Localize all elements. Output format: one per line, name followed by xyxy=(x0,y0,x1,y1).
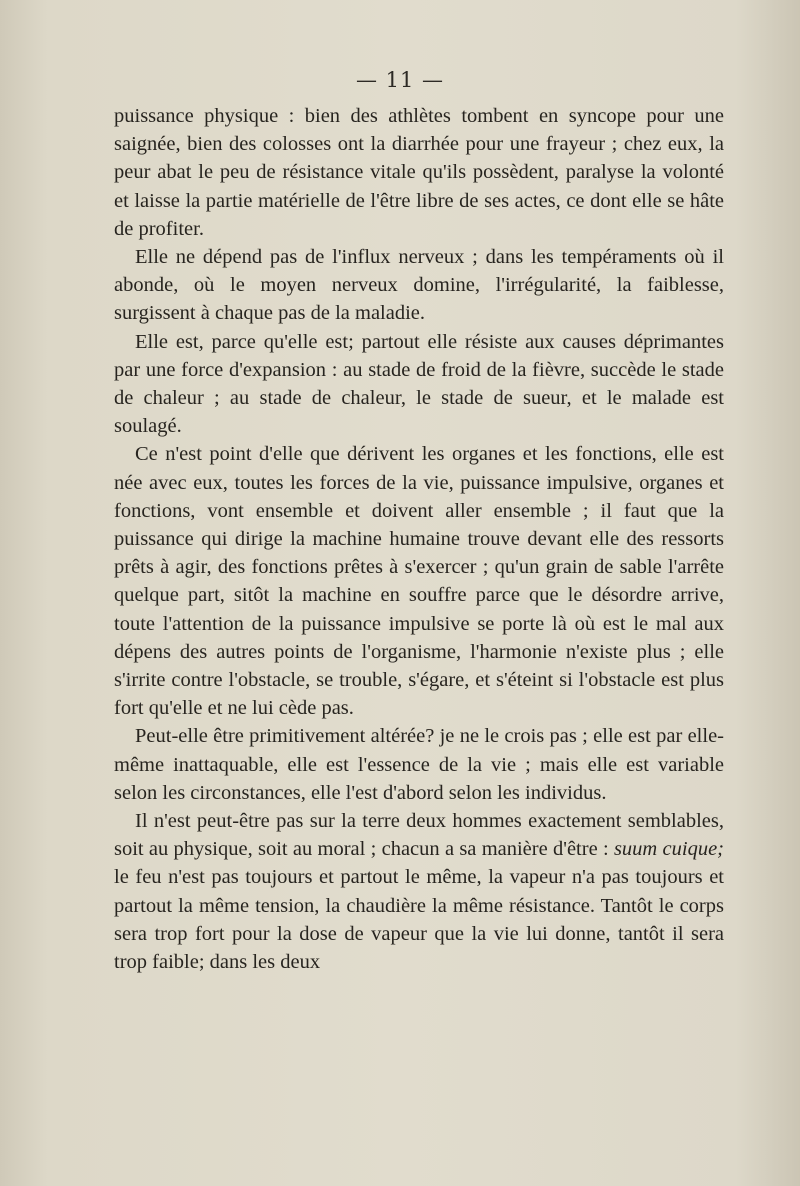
paragraph-6-start: Il n'est peut-être pas sur la terre deux hommes exactement semblables, soit au physique, soit au moral ; chacun a sa manière d'être : xyxy=(114,810,724,861)
paragraph-4: Ce n'est point d'elle que dérivent les organes et les fonctions, elle est née avec eux, toutes les forces de la vie, puissance impulsive, organes et fonctions, vont ensemble et doivent aller ensemble ; il faut que la puissance qui dirige la machine humaine trouve devant elle des ressorts prêts à agir, des fonctions prêtes à s'exercer ; qu'un grain de sable l'arrête quelque part, sitôt la machine en souffre parce que le désordre arrive, toute l'attention de la puissance impulsive se porte là où est le mal aux dépens des autres points de l'organisme, l'harmonie n'existe plus ; elle s'irrite contre l'obstacle, se trouble, s'égare, et s'éteint si l'obstacle est plus fort qu'elle et ne lui cède pas. xyxy=(114,443,724,720)
paragraph-2: Elle ne dépend pas de l'influx nerveux ; dans les tempéraments où il abonde, où le moyen nerveux domine, l'irrégularité, la faiblesse, surgissent à chaque pas de la maladie. xyxy=(114,246,724,325)
page-number: — 11 — xyxy=(355,68,445,92)
paragraph-6-end: le feu n'est pas toujours et partout le même, la vapeur n'a pas toujours et partout la même tension, la chaudière la même résistance. Tantôt le corps sera trop fort pour la dose de vapeur que la vie lui donne, tantôt il sera trop faible; dans les deux xyxy=(114,866,724,974)
paragraph-1: puissance physique : bien des athlètes tombent en syncope pour une saignée, bien des colosses ont la diarrhée pour une frayeur ; chez eux, la peur abat le peu de résistance vitale qu'ils possèdent, paralyse la volonté et laisse la partie matérielle de l'être libre de ses actes, ce dont elle se hâte de profiter. xyxy=(114,105,724,240)
body-text xyxy=(114,102,724,976)
paragraph-6 xyxy=(114,807,724,976)
paragraph-3: Elle est, parce qu'elle est; partout elle résiste aux causes déprimantes par une force d'expansion : au stade de froid de la fièvre, succède le stade de chaleur ; au stade de chaleur, le stade de sueur, et le malade est soulagé. xyxy=(114,330,724,438)
latin-phrase: suum cuique; xyxy=(613,838,724,861)
paragraph-5: Peut-elle être primitivement altérée? je ne le crois pas ; elle est par elle-même inattaquable, elle est l'essence de la vie ; mais elle est variable selon les circonstances, elle l'est d'abord selon les individus. xyxy=(114,725,724,804)
